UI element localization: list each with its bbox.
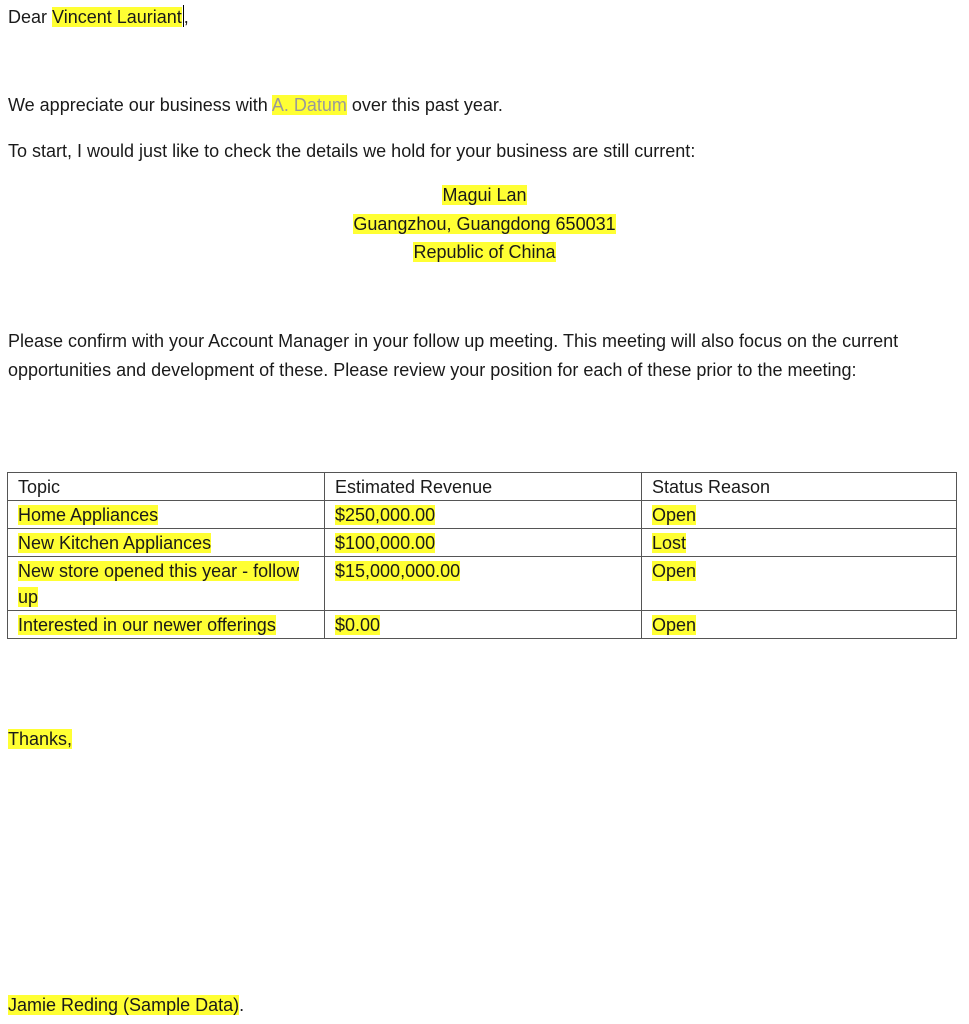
appreciation-suffix: over this past year. — [346, 95, 503, 115]
revenue-cell — [325, 529, 642, 557]
topic-cell — [8, 529, 325, 557]
address-line-1[interactable]: Magui Lan — [442, 185, 527, 205]
appreciation-prefix: We appreciate our business with — [8, 95, 272, 115]
status-value[interactable]: Open — [652, 615, 697, 635]
revenue-value[interactable]: $15,000,000.00 — [335, 561, 461, 581]
table-row — [8, 501, 957, 529]
topic-cell — [8, 557, 325, 611]
revenue-cell — [325, 501, 642, 529]
table-row — [8, 557, 957, 611]
table-header-row — [8, 473, 957, 501]
greeting-suffix: , — [183, 7, 189, 27]
status-cell — [642, 501, 957, 529]
company-name-field[interactable]: A. Datum — [271, 95, 347, 115]
revenue-cell — [325, 557, 642, 611]
status-value[interactable]: Open — [652, 561, 697, 581]
recipient-name-field[interactable]: Vincent Lauriant — [52, 7, 182, 27]
status-cell — [642, 557, 957, 611]
topic-value[interactable]: Interested in our newer offerings — [18, 615, 276, 635]
address-block — [0, 181, 969, 267]
revenue-value[interactable]: $250,000.00 — [335, 505, 436, 525]
status-cell — [642, 529, 957, 557]
topic-value[interactable]: Home Appliances — [18, 505, 159, 525]
closing-text[interactable]: Thanks, — [8, 729, 73, 749]
header-topic: Topic — [8, 473, 325, 501]
status-value[interactable]: Lost — [652, 533, 687, 553]
body-paragraph: Please confirm with your Account Manager in your follow up meeting. This meeting will also focus on the current opportunities and development of these. Please review your position for each of these prior to the meeting: — [8, 331, 899, 380]
status-value[interactable]: Open — [652, 505, 697, 525]
header-status-reason: Status Reason — [642, 473, 957, 501]
greeting-line — [8, 5, 189, 29]
topic-cell — [8, 611, 325, 639]
table-row — [8, 529, 957, 557]
intro-line: To start, I would just like to check the details we hold for your business are still current: — [8, 141, 696, 161]
appreciation-line — [8, 93, 503, 117]
revenue-value[interactable]: $100,000.00 — [335, 533, 436, 553]
header-estimated-revenue: Estimated Revenue — [325, 473, 642, 501]
closing-line — [8, 727, 72, 751]
topic-cell — [8, 501, 325, 529]
revenue-value[interactable]: $0.00 — [335, 615, 381, 635]
address-line-3[interactable]: Republic of China — [413, 242, 556, 262]
greeting-prefix: Dear — [8, 7, 53, 27]
address-line-2[interactable]: Guangzhou, Guangdong 650031 — [353, 213, 616, 234]
signature-name-field[interactable]: Jamie Reding (Sample Data) — [8, 995, 240, 1015]
signature-line — [8, 993, 244, 1017]
signature-suffix: . — [239, 995, 245, 1015]
opportunities-table — [7, 472, 957, 639]
topic-value[interactable]: New Kitchen Appliances — [18, 533, 212, 553]
revenue-cell — [325, 611, 642, 639]
table-row — [8, 611, 957, 639]
status-cell — [642, 611, 957, 639]
topic-value[interactable]: New store opened this year - follow up — [18, 561, 300, 607]
